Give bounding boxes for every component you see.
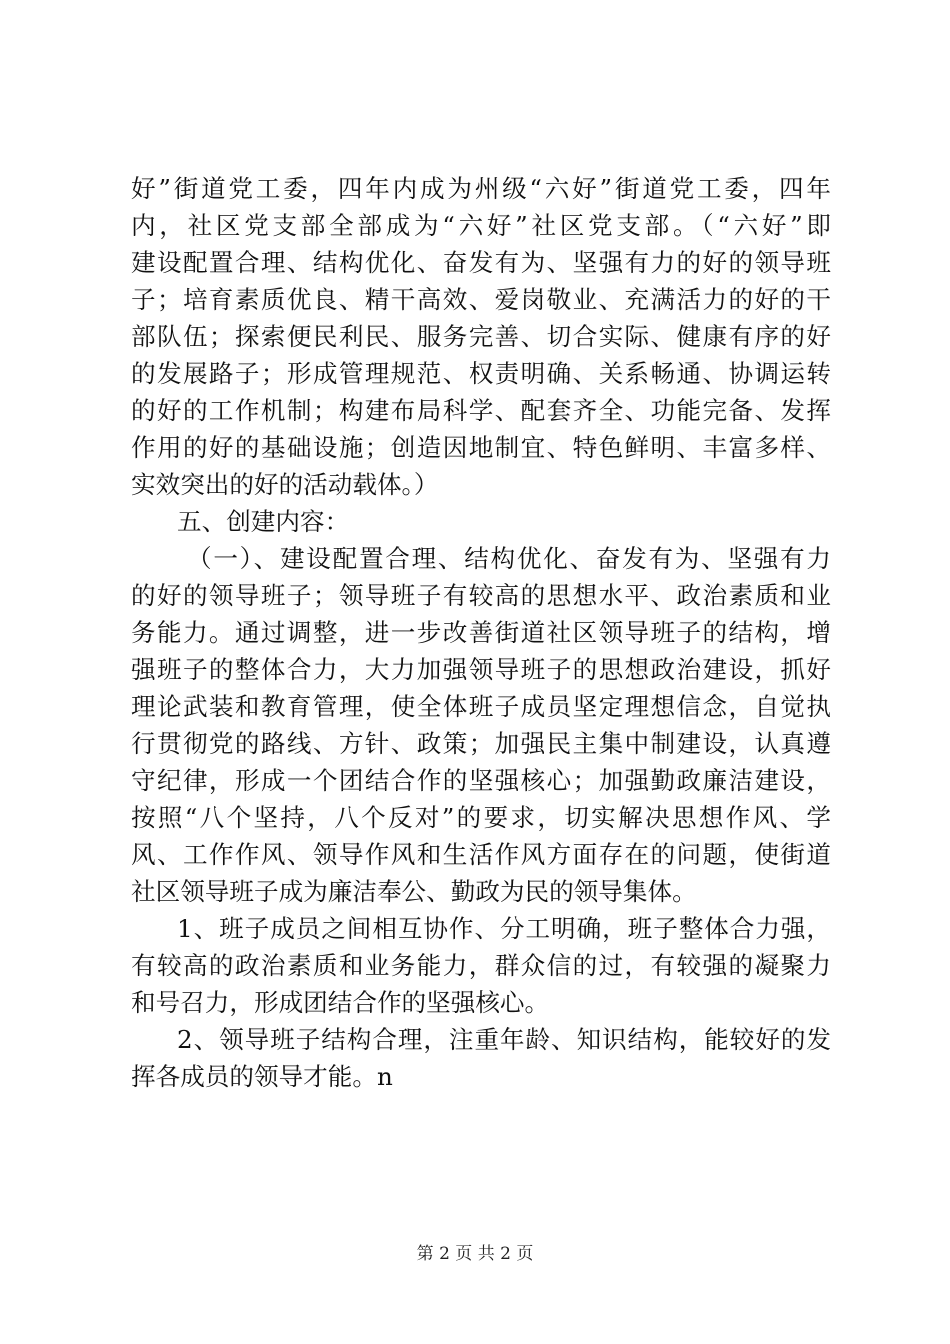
body-text-line: 挥各成员的领导才能。n: [131, 1062, 393, 1091]
body-text-line: 社区领导班子成为廉洁奉公、勤政为民的领导集体。: [131, 877, 697, 906]
body-text-line: 行贯彻党的路线、方针、政策；加强民主集中制建设，认真遵: [131, 729, 831, 758]
body-text-line: 和号召力，形成团结合作的坚强核心。: [131, 988, 550, 1017]
body-text-line: 有较高的政治素质和业务能力，群众信的过，有较强的凝聚力: [131, 951, 831, 980]
body-text-line: 按照“八个坚持，八个反对”的要求，切实解决思想作风、学: [131, 803, 831, 832]
body-text-line: 务能力。通过调整，进一步改善街道社区领导班子的结构，增: [131, 618, 831, 647]
body-text-line: 实效突出的好的活动载体。）: [131, 470, 439, 499]
body-text-line: 部队伍；探索便民利民、服务完善、切合实际、健康有序的好: [131, 322, 831, 351]
section-heading: 五、创建内容：: [177, 507, 350, 536]
body-text-line: 建设配置合理、结构优化、奋发有为、坚强有力的好的领导班: [131, 248, 831, 277]
body-text-line: 2、领导班子结构合理，注重年龄、知识结构，能较好的发: [177, 1025, 831, 1054]
body-text-line: 理论武装和教育管理，使全体班子成员坚定理想信念，自觉执: [131, 692, 831, 721]
body-text-line: 的发展路子；形成管理规范、权责明确、关系畅通、协调运转: [131, 359, 831, 388]
body-text-line: 风、工作作风、领导作风和生活作风方面存在的问题，使街道: [131, 840, 831, 869]
body-text-line: （一）、建设配置合理、结构优化、奋发有为、坚强有力: [187, 544, 831, 573]
body-text-line: 作用的好的基础设施；创造因地制宜、特色鲜明、丰富多样、: [131, 433, 831, 462]
body-text-line: 的好的工作机制；构建布局科学、配套齐全、功能完备、发挥: [131, 396, 831, 425]
page-number-footer: 第 2 页 共 2 页: [416, 1244, 534, 1264]
body-text-line: 1、班子成员之间相互协作、分工明确，班子整体合力强，: [177, 914, 831, 943]
body-text-line: 内，社区党支部全部成为“六好”社区党支部。（“六好”即: [131, 211, 831, 240]
body-text-line: 的好的领导班子；领导班子有较高的思想水平、政治素质和业: [131, 581, 831, 610]
body-text-line: 强班子的整体合力，大力加强领导班子的思想政治建设，抓好: [131, 655, 831, 684]
body-text-line: 好”街道党工委，四年内成为州级“六好”街道党工委，四年: [131, 174, 831, 203]
body-text-line: 子；培育素质优良、精干高效、爱岗敬业、充满活力的好的干: [131, 285, 831, 314]
body-text-line: 守纪律，形成一个团结合作的坚强核心；加强勤政廉洁建设，: [131, 766, 831, 795]
